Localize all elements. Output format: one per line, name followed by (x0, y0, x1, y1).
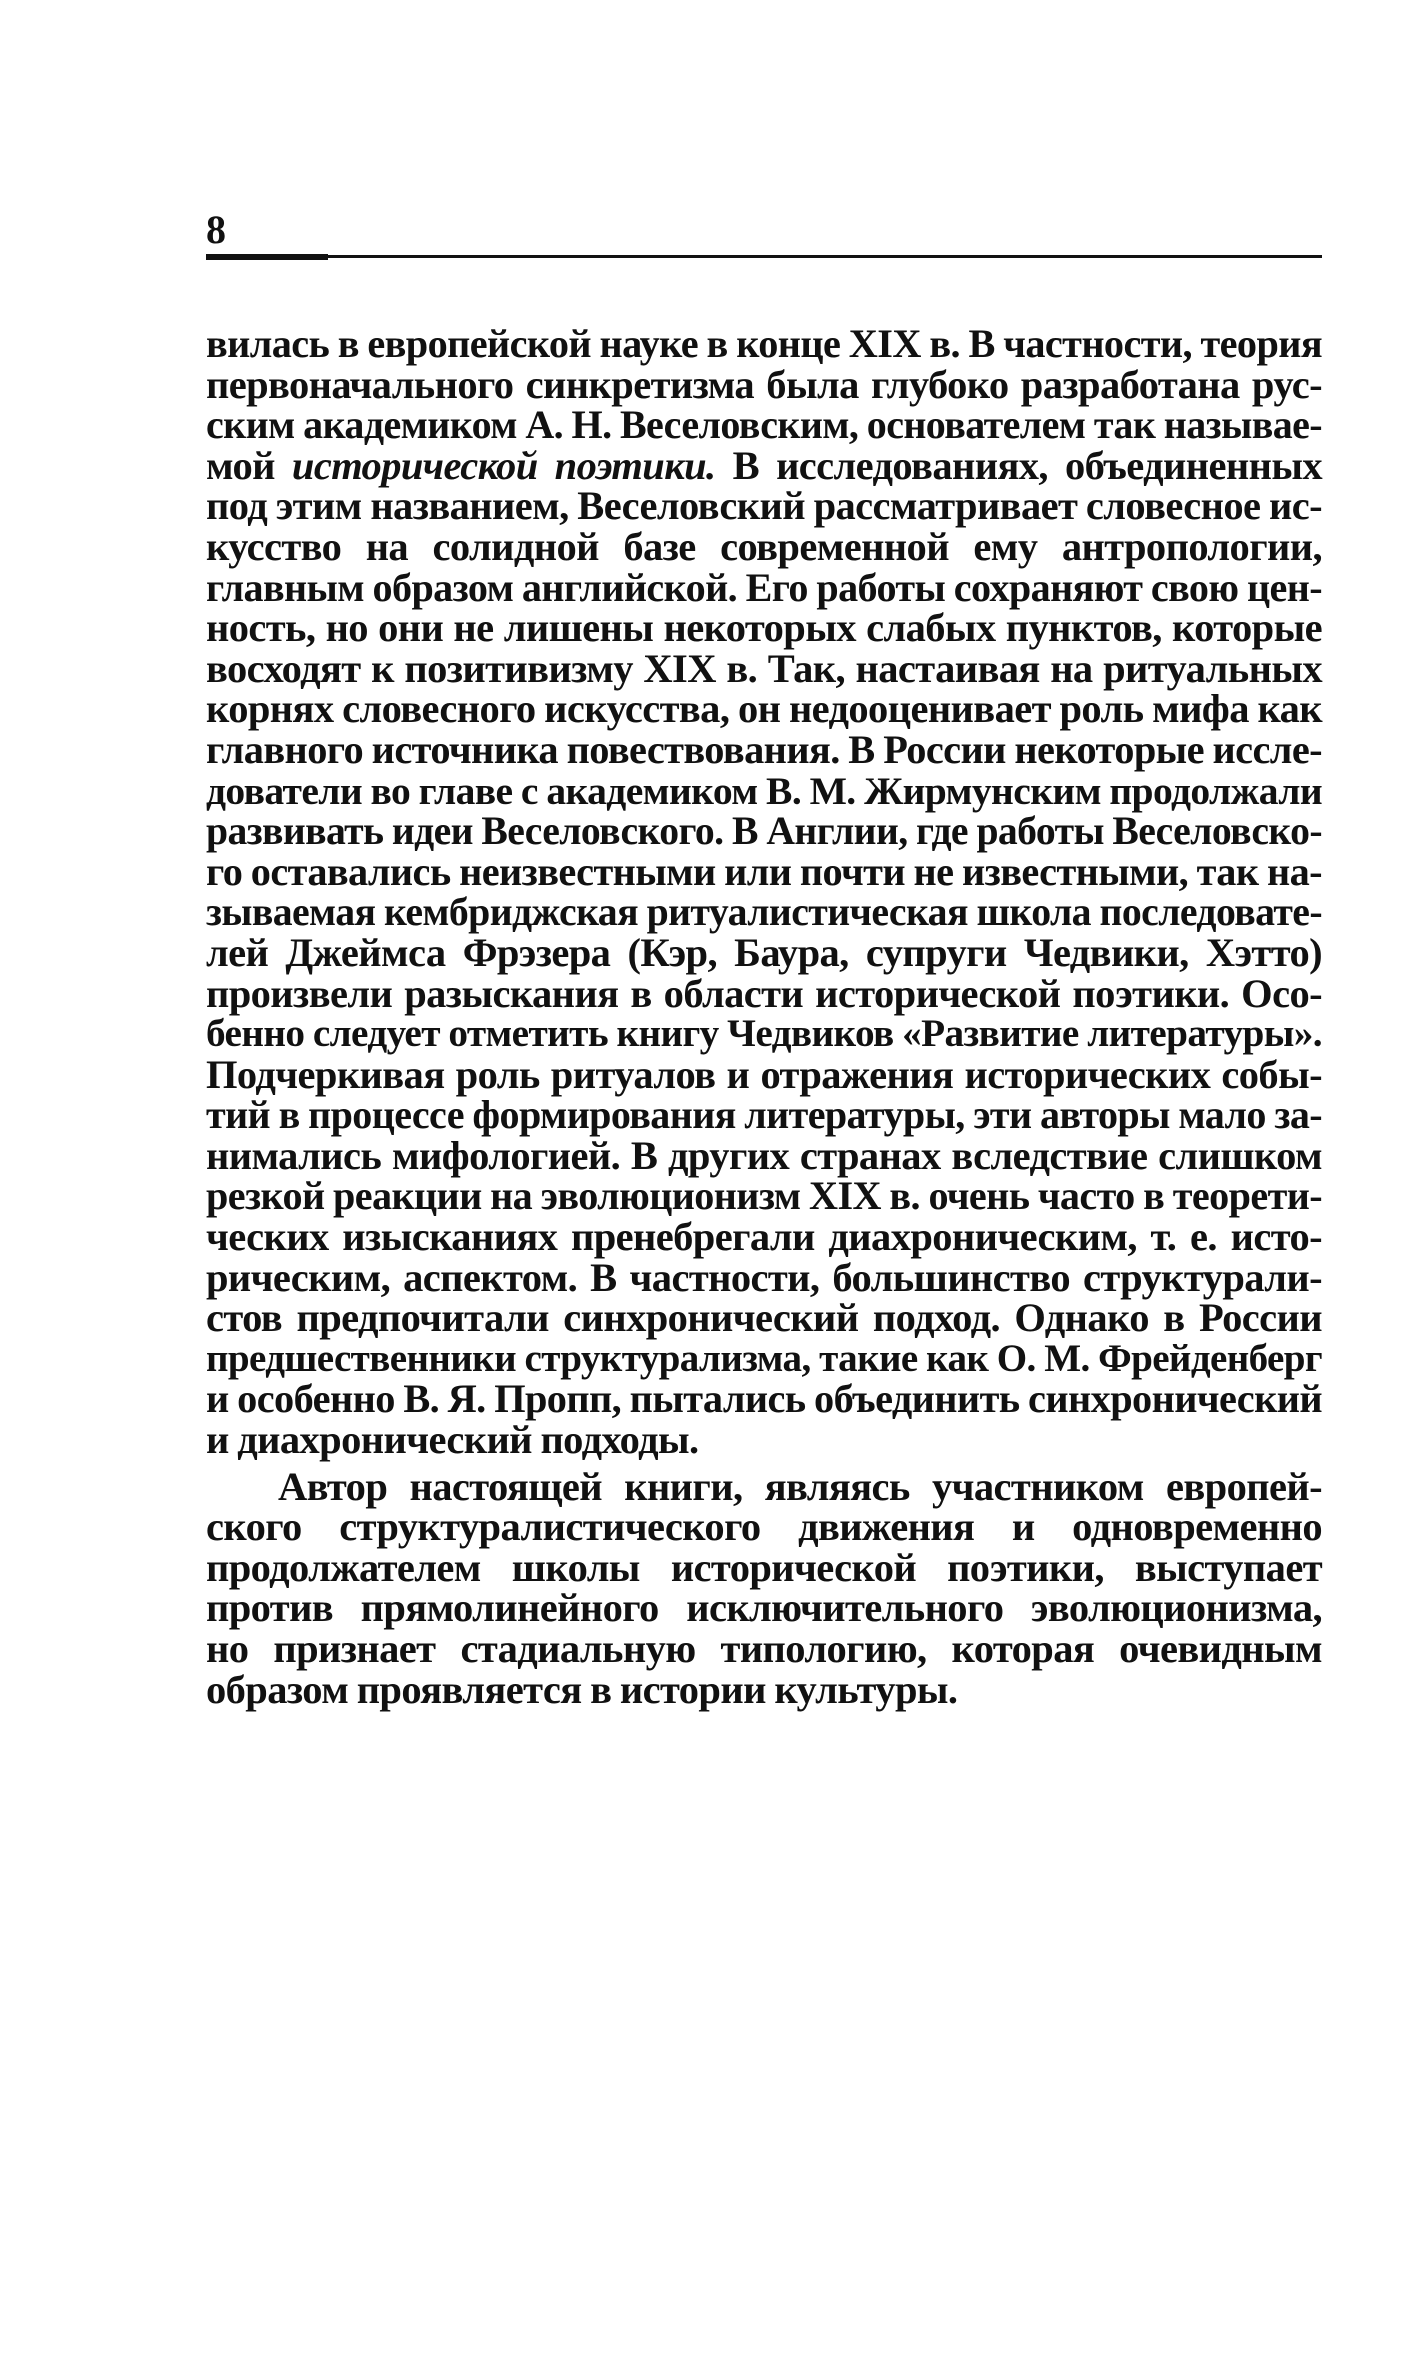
text-line: против прямолинейного исключительного эволюционизма, (206, 1585, 1322, 1631)
text-line: ского структуралистического движения и одновременно (206, 1504, 1322, 1550)
text-line: и диахронический подходы. (206, 1417, 699, 1463)
text-line: зываемая кембриджская ритуалистическая школа последовате- (206, 890, 1322, 935)
text-line: предшественники структурализма, такие как О. М. Фрейденберг (206, 1336, 1322, 1380)
text-line: главного источника повествования. В России некоторые иссле- (206, 726, 1322, 772)
text-line: нимались мифологией. В других странах вследствие слишком (206, 1132, 1322, 1178)
text-line: восходят к позитивизму XIX в. Так, настаивая на ритуальных (206, 645, 1322, 691)
text-line: и особенно В. Я. Пропп, пытались объединить синхронический (206, 1376, 1322, 1422)
text-line: корнях словесного искусства, он недооценивает роль мифа как (206, 686, 1322, 732)
text-line: ность, но они не лишены некоторых слабых пунктов, которые (206, 605, 1322, 651)
italic-term: исторической поэтики. (291, 442, 716, 488)
paragraph-2 (206, 1463, 1322, 1712)
line-4-after: В исследованиях, объединенных (715, 442, 1322, 488)
text-line: но признает стадиальную типологию, которая очевидным (206, 1626, 1322, 1671)
text-line: бенно следует отметить книгу Чедвиков «Развитие литературы». (206, 1012, 1322, 1056)
body-text (206, 321, 1322, 1712)
text-line: развивать идеи Веселовского. В Англии, где работы Веселовско- (206, 809, 1322, 854)
text-line-with-italic (206, 442, 1322, 488)
text-line: лей Джеймса Фрэзера (Кэр, Баура, супруги Чедвики, Хэтто) (206, 929, 1322, 975)
text-line: резкой реакции на эволюционизм XIX в. очень часто в теорети- (206, 1173, 1322, 1219)
page-number: 8 (206, 207, 226, 252)
header-rule-thick (206, 254, 328, 260)
text-line: вилась в европейской науке в конце XIX в. В частности, теория (206, 321, 1322, 366)
text-line: стов предпочитали синхронический подход. Однако в России (206, 1295, 1322, 1341)
text-line: главным образом английской. Его работы сохраняют свою цен- (206, 564, 1322, 610)
text-line: ческих изысканиях пренебрегали диахроническим, т. е. исто- (206, 1214, 1322, 1260)
text-line: ским академиком А. Н. Веселовским, основателем так называе- (206, 402, 1322, 448)
text-line: образом проявляется в истории культуры. (206, 1666, 958, 1712)
text-line: первоначального синкретизма была глубоко разработана рус- (206, 361, 1322, 407)
text-line: тий в процессе формирования литературы, эти авторы мало за- (206, 1092, 1322, 1138)
text-line: дователи во главе с академиком В. М. Жирмунским продолжали (206, 768, 1322, 813)
text-line: Подчеркивая роль ритуалов и отражения исторических собы- (206, 1051, 1322, 1097)
paragraph-1 (206, 321, 1322, 1463)
text-line: Автор настоящей книги, являясь участником европей- (278, 1463, 1322, 1509)
page-header (206, 207, 1322, 260)
text-line: продолжателем школы исторической поэтики, выступает (206, 1544, 1322, 1590)
text-line: кусство на солидной базе современной ему антропологии, (206, 523, 1322, 569)
text-line: го оставались неизвестными или почти не известными, так на- (206, 848, 1322, 894)
text-line: под этим названием, Веселовский рассматривает словесное ис- (206, 483, 1322, 529)
line-4-before: мой (206, 442, 292, 488)
header-rule-thin (328, 255, 1322, 258)
text-line: произвели разыскания в области исторической поэтики. Осо- (206, 970, 1322, 1016)
text-line: рическим, аспектом. В частности, большинство структурали- (206, 1254, 1322, 1300)
